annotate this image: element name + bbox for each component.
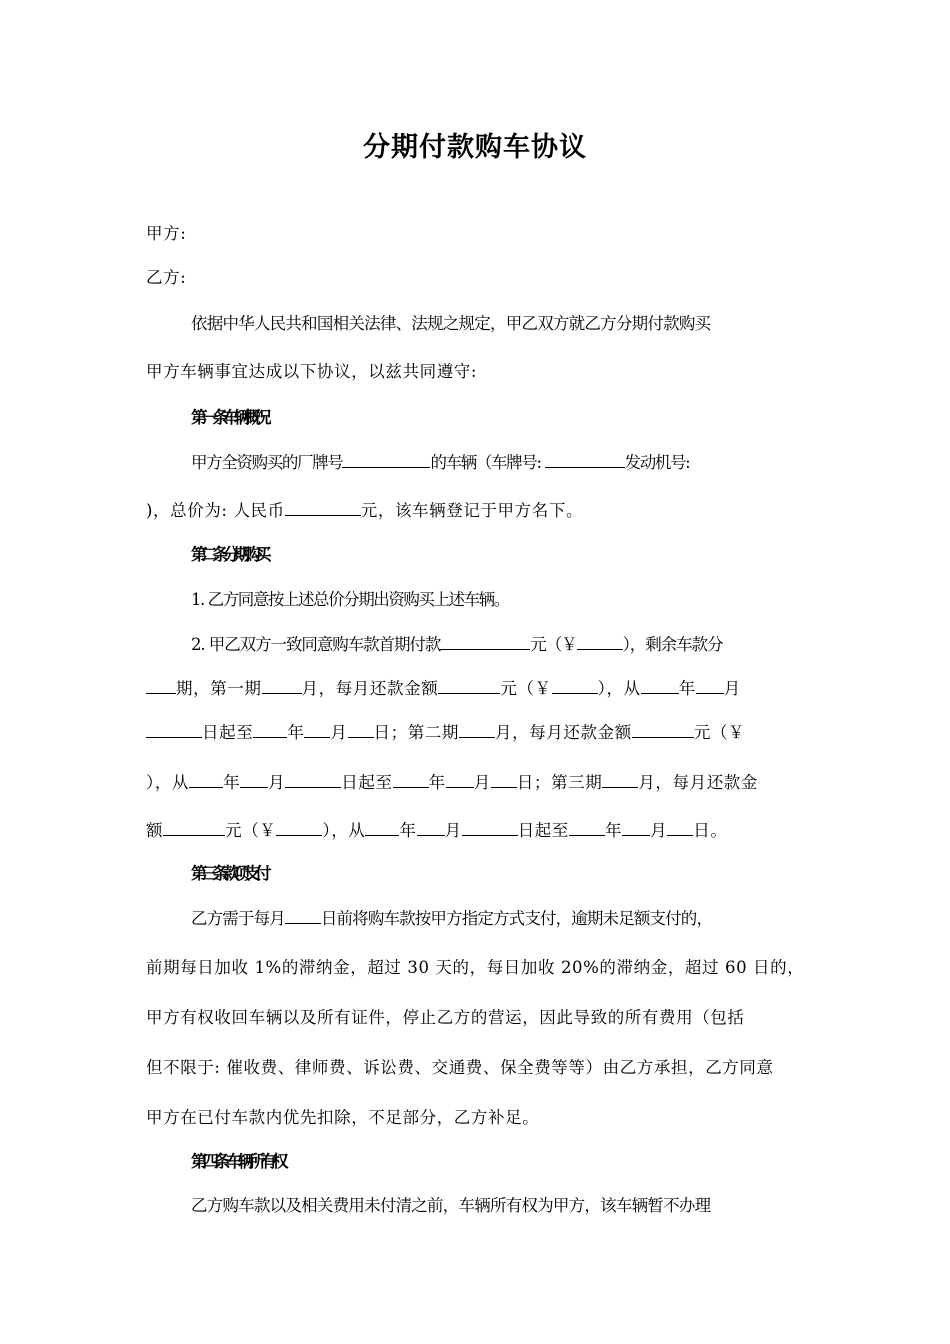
text: 年 bbox=[428, 773, 446, 792]
total-price-blank[interactable] bbox=[285, 498, 361, 516]
brand-blank[interactable] bbox=[342, 450, 430, 468]
text: 月 bbox=[473, 773, 491, 792]
text: 月 bbox=[723, 679, 741, 698]
text: 额 bbox=[146, 821, 164, 840]
text: 元（￥ bbox=[693, 723, 746, 742]
text: 日；第二期 bbox=[373, 723, 460, 742]
period1-end-year-blank[interactable] bbox=[253, 720, 287, 738]
text: 元（￥ bbox=[225, 821, 277, 840]
period3-end-year-blank[interactable] bbox=[569, 818, 605, 836]
period2-start-year-blank[interactable] bbox=[189, 770, 223, 788]
payment-day-blank[interactable] bbox=[285, 906, 321, 924]
article-2-line-3 bbox=[146, 720, 826, 745]
article-4-line-1: 乙方购车款以及相关费用未付清之前，车辆所有权为甲方，该车辆暂不办理 bbox=[191, 1196, 711, 1215]
text: 月，每月还款金 bbox=[638, 773, 759, 792]
text: 甲方全资购买的厂牌号 bbox=[191, 453, 343, 472]
period3-rmb-blank[interactable] bbox=[276, 818, 322, 836]
period2-end-year-blank[interactable] bbox=[393, 770, 429, 788]
text: 年 bbox=[678, 679, 696, 698]
article-3-line-2: 前期每日加收 1%的滞纳金，超过 30 天的，每日加收 20%的滞纳金，超过 60 日的， bbox=[146, 958, 805, 977]
article-3-line-1 bbox=[191, 906, 871, 931]
text: 月 bbox=[268, 773, 286, 792]
text: 年 bbox=[223, 773, 241, 792]
text: 年 bbox=[287, 723, 305, 742]
period1-months-blank[interactable] bbox=[262, 676, 302, 694]
article-1-heading: 第一条 车辆概况 bbox=[191, 408, 266, 427]
article-2-para-1: 1. 乙方同意按上述总价分期出资购买上述车辆。 bbox=[191, 590, 509, 609]
article-2-line-4 bbox=[146, 770, 826, 795]
text: 元（￥ bbox=[530, 635, 577, 654]
period1-start-day-blank[interactable] bbox=[146, 720, 202, 738]
text: 日起至 bbox=[517, 821, 570, 840]
text: ），从 bbox=[322, 821, 366, 840]
article-3-heading: 第三条 款项支付 bbox=[191, 864, 266, 883]
party-b-label: 乙方: bbox=[146, 268, 187, 287]
article-3-line-3: 甲方有权收回车辆以及所有证件，停止乙方的营运，因此导致的所有费用（包括 bbox=[146, 1008, 745, 1027]
text: 元（￥ bbox=[500, 679, 552, 698]
text: 日起至 bbox=[341, 773, 393, 792]
text: 的车辆（车牌号: bbox=[430, 453, 541, 472]
article-4-heading: 第四条 车辆所有权 bbox=[191, 1152, 284, 1171]
period1-start-month-blank[interactable] bbox=[696, 676, 724, 694]
article-2-heading: 第二条 分期购买 bbox=[191, 545, 266, 564]
period1-start-year-blank[interactable] bbox=[641, 676, 679, 694]
text: 2. 甲乙双方一致同意购车款首期付款 bbox=[191, 635, 441, 654]
article-3-line-4: 但不限于: 催收费、律师费、诉讼费、交通费、保全费等等）由乙方承担，乙方同意 bbox=[146, 1058, 774, 1077]
period2-months-blank[interactable] bbox=[459, 720, 495, 738]
period3-start-year-blank[interactable] bbox=[365, 818, 399, 836]
period3-start-month-blank[interactable] bbox=[417, 818, 445, 836]
period1-end-day-blank[interactable] bbox=[348, 720, 374, 738]
page-title: 分期付款购车协议 bbox=[363, 132, 587, 163]
text: 月 bbox=[444, 821, 462, 840]
article-2-line-2 bbox=[146, 676, 826, 701]
text: 日。 bbox=[693, 821, 728, 840]
period2-start-month-blank[interactable] bbox=[240, 770, 268, 788]
text: 年 bbox=[399, 821, 417, 840]
article-2-line-5 bbox=[146, 818, 826, 843]
party-a-label: 甲方: bbox=[146, 224, 187, 243]
text: 月 bbox=[330, 723, 348, 742]
period1-rmb-blank[interactable] bbox=[552, 676, 598, 694]
text: )，总价为: 人民币 bbox=[146, 501, 285, 520]
text: 月，每月还款金额 bbox=[301, 679, 439, 698]
period3-end-day-blank[interactable] bbox=[667, 818, 693, 836]
text: ），剩余车款分 bbox=[622, 635, 723, 654]
article-1-line-2 bbox=[146, 498, 826, 523]
text: ），从 bbox=[146, 773, 190, 792]
text: 年 bbox=[605, 821, 623, 840]
text: 月，每月还款金额 bbox=[495, 723, 632, 742]
period3-amount-blank[interactable] bbox=[163, 818, 225, 836]
period3-months-blank[interactable] bbox=[602, 770, 638, 788]
text: 乙方需于每月 bbox=[191, 909, 285, 928]
text: 日起至 bbox=[202, 723, 254, 742]
period-count-blank[interactable] bbox=[146, 676, 176, 694]
text: 期，第一期 bbox=[176, 679, 262, 698]
period2-amount-blank[interactable] bbox=[632, 720, 694, 738]
down-payment-blank[interactable] bbox=[440, 632, 530, 650]
period1-end-month-blank[interactable] bbox=[304, 720, 330, 738]
text: 日前将购车款按甲方指定方式支付，逾期未足额支付的， bbox=[320, 909, 713, 928]
article-3-line-5: 甲方在已付车款内优先扣除，不足部分，乙方补足。 bbox=[146, 1108, 540, 1127]
text: 日；第三期 bbox=[516, 773, 603, 792]
period2-end-day-blank[interactable] bbox=[491, 770, 517, 788]
article-2-line-1 bbox=[191, 632, 871, 657]
period2-start-day-blank[interactable] bbox=[285, 770, 341, 788]
text: 发动机号: bbox=[624, 453, 690, 472]
period2-end-month-blank[interactable] bbox=[446, 770, 474, 788]
period3-start-day-blank[interactable] bbox=[462, 818, 518, 836]
text: ），从 bbox=[597, 679, 641, 698]
text: 月 bbox=[650, 821, 668, 840]
down-payment-rmb-blank[interactable] bbox=[577, 632, 623, 650]
period1-amount-blank[interactable] bbox=[438, 676, 500, 694]
text: 元，该车辆登记于甲方名下。 bbox=[360, 501, 584, 520]
period3-end-month-blank[interactable] bbox=[622, 818, 650, 836]
article-1-line-1 bbox=[191, 450, 871, 475]
intro-line-2: 甲方车辆事宜达成以下协议，以兹共同遵守: bbox=[146, 362, 478, 381]
intro-line-1: 依据中华人民共和国相关法律、法规之规定，甲乙双方就乙方分期付款购买 bbox=[191, 314, 711, 333]
plate-blank[interactable] bbox=[545, 450, 625, 468]
